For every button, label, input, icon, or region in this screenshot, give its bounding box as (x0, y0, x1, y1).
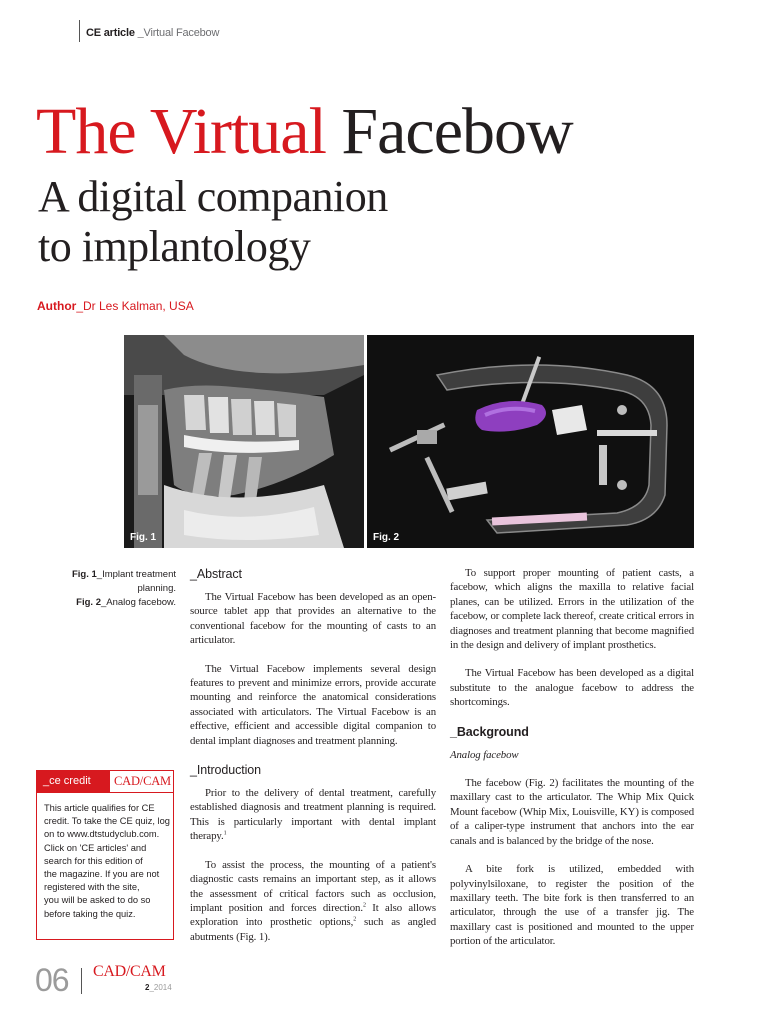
figure-2-image (367, 335, 694, 548)
footnote-ref: 1 (223, 830, 227, 837)
ce-line: This article qualifies for CE (44, 803, 155, 813)
subtitle-line-1: A digital companion (38, 172, 388, 221)
figure-1-image (124, 335, 364, 548)
figure-2-label: Fig. 2 (373, 532, 400, 543)
abstract-heading: _Abstract (190, 567, 242, 581)
caption-fig-1 (36, 568, 176, 596)
caption-text: _Analog facebow. (100, 597, 176, 608)
ce-line: registered with the site, (44, 882, 140, 893)
figure-1-implant-planning (124, 335, 364, 548)
background-paragraph-1: The facebow (Fig. 2) facilitates the mounting of the maxillary cast to the articulator. The Whip Mix Quick Mount facebow (Whip Mix, Louisville, KY) is composed of a caliper-type instrument that anchors into the ear canals and is balanced by the bridge of the nose. (450, 777, 694, 847)
col2-paragraph-1: To support proper mounting of patient casts, a facebow, which aligns the maxilla to relative facial planes, can be utilized. Errors in the utilization of the facebow, or complete lack thereof, create critical errors in diagnoses and treatment planning that become magnified in the design and delivery of implant prosthetics. (450, 567, 694, 652)
footer-divider (81, 968, 82, 994)
ce-credit-box (36, 770, 174, 940)
title-rest: Facebow (341, 95, 573, 168)
header-topic: Virtual Facebow (143, 27, 220, 39)
caption-num: Fig. 1 (71, 569, 97, 580)
ce-credit-tag: _ce credit (37, 771, 110, 792)
header-separator: _ (134, 27, 144, 39)
background-subheading: Analog facebow (450, 748, 519, 761)
caption-num: Fig. 2 (76, 597, 101, 608)
article-subtitle (38, 172, 388, 272)
caption-text: _Implant treatment planning. (96, 569, 176, 594)
ce-brand: CAD/CAM (114, 774, 171, 788)
ce-line: you will be asked to do so (44, 895, 151, 906)
ce-line: search for this edition of (44, 855, 143, 866)
ce-line: the magazine. If you are not (44, 869, 160, 880)
ce-line: credit. To take the CE quiz, log (44, 816, 170, 827)
caption-fig-2 (36, 596, 176, 610)
subtitle-line-2: to implantology (38, 222, 311, 271)
footer-issue (145, 983, 172, 992)
ce-line: before taking the quiz. (44, 908, 136, 919)
figure-1-label: Fig. 1 (130, 532, 157, 543)
abstract-paragraph-1: The Virtual Facebow has been developed as an open-source tablet app that provides an alternative to the conventional facebow for the mounting of casts to an articulator. (190, 591, 436, 647)
abstract-paragraph-2: The Virtual Facebow implements several design features to prevent and minimize errors, provide accurate mounting and reinforce the anatomical considerations associated with articulators. The Virtual Facebow is an effective, efficient and accessible digital companion to dental implant diagnoses and treatment planning. (190, 662, 436, 747)
ce-line: on to www.dtstudyclub.com. (44, 829, 160, 840)
issue-year: _2014 (149, 983, 172, 992)
background-paragraph-2: A bite fork is utilized, embedded with polyvinylsiloxane, to register the position of the maxillary teeth. The bite fork is then transferred to an articulator, through the use of a transfer jig. The maxillary cast is positioned and mounted to the upper portion of the articulator. (450, 863, 694, 948)
column-1 (190, 566, 436, 944)
header-divider (79, 20, 80, 42)
background-heading: _Background (450, 724, 529, 739)
header-section: CE article (86, 27, 135, 39)
figure-2-analog-facebow (367, 335, 694, 548)
title-highlight: The Virtual (36, 95, 326, 168)
page-number: 06 (35, 962, 69, 998)
footnote-ref: 2 (362, 902, 366, 909)
introduction-heading: _Introduction (190, 763, 261, 778)
author-line (37, 299, 194, 313)
article-title (36, 92, 573, 172)
ce-line: Click on 'CE articles' and (44, 842, 147, 853)
introduction-paragraph-2: To assist the process, the mounting of a patient's diagnostic casts remains an important step, as it allows the assessment of critical factors such as occlusion, implant position and forces direction.$^2$ It also allows exploration into prosthetic options,$^2$ such as angled abutments (Fig. 1). (190, 858, 436, 943)
figure-captions (36, 568, 176, 610)
running-header (86, 27, 219, 39)
issue-number: 2 (145, 983, 150, 992)
ce-divider (37, 792, 173, 793)
footnote-ref: 2 (353, 916, 357, 923)
author-name: _Dr Les Kalman, USA (76, 299, 194, 313)
author-label: Author (37, 299, 77, 313)
introduction-paragraph-1: Prior to the delivery of dental treatment, carefully established diagnosis and treatment planning is required. This is particularly important with dental implant therapy.$^1$ (190, 787, 436, 843)
footer-magazine: CAD/CAM (93, 963, 166, 980)
ce-credit-text (44, 802, 170, 921)
column-2 (450, 566, 694, 949)
col2-paragraph-2: The Virtual Facebow has been developed as a digital substitute to the analogue facebow to address the shortcomings. (450, 667, 694, 709)
ce-credit-header (37, 771, 173, 792)
